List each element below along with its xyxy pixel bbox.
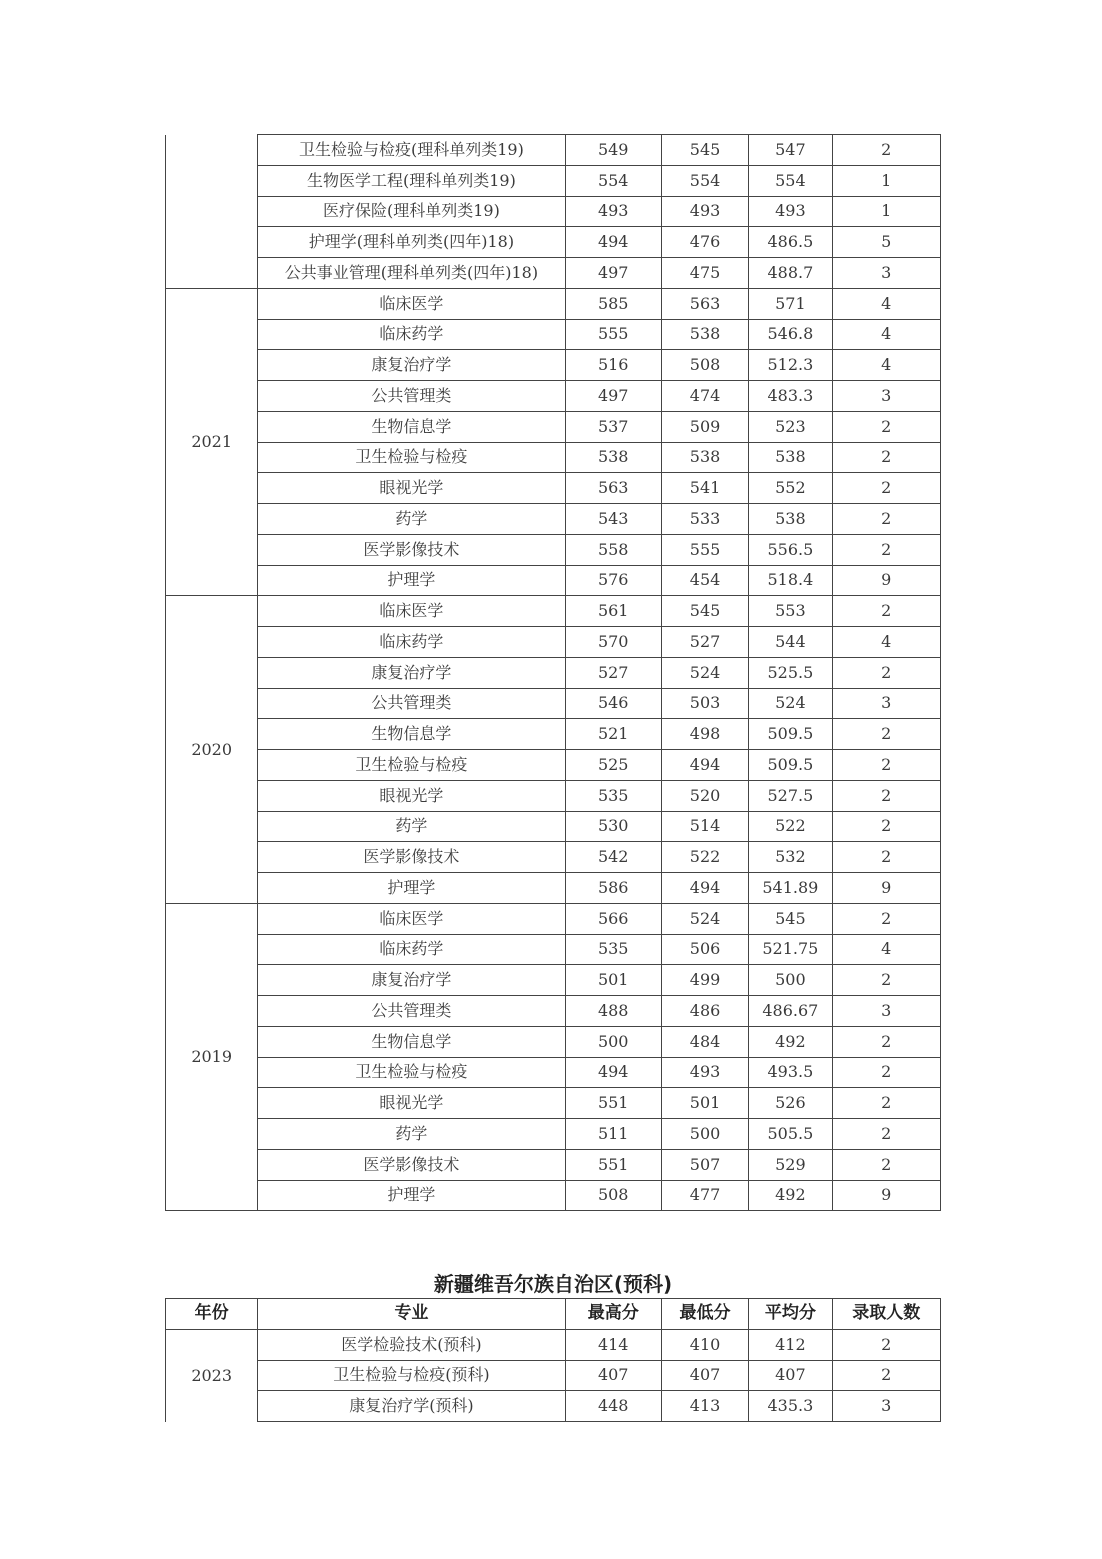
major-cell: 临床医学 xyxy=(258,903,565,934)
min-score-cell: 538 xyxy=(661,442,748,473)
header-avg-score: 平均分 xyxy=(749,1299,832,1330)
table-row xyxy=(166,811,941,842)
max-score-cell: 521 xyxy=(565,719,661,750)
avg-score-cell: 483.3 xyxy=(749,381,832,412)
max-score-cell: 407 xyxy=(565,1360,661,1391)
max-score-cell: 555 xyxy=(565,319,661,350)
min-score-cell: 545 xyxy=(661,135,748,166)
min-score-cell: 493 xyxy=(661,1057,748,1088)
admitted-count-cell: 2 xyxy=(832,657,940,688)
min-score-cell: 476 xyxy=(661,227,748,258)
avg-score-cell: 538 xyxy=(749,504,832,535)
avg-score-cell: 526 xyxy=(749,1088,832,1119)
max-score-cell: 551 xyxy=(565,1088,661,1119)
max-score-cell: 493 xyxy=(565,196,661,227)
major-cell: 医疗保险(理科单列类19) xyxy=(258,196,565,227)
min-score-cell: 522 xyxy=(661,842,748,873)
avg-score-cell: 493 xyxy=(749,196,832,227)
header-max-score: 最高分 xyxy=(565,1299,661,1330)
min-score-cell: 503 xyxy=(661,688,748,719)
table-row xyxy=(166,319,941,350)
admitted-count-cell: 2 xyxy=(832,780,940,811)
admitted-count-cell: 2 xyxy=(832,473,940,504)
admitted-count-cell: 2 xyxy=(832,1026,940,1057)
major-cell: 卫生检验与检疫 xyxy=(258,1057,565,1088)
admitted-count-cell: 2 xyxy=(832,1149,940,1180)
admitted-count-cell: 2 xyxy=(832,1119,940,1150)
admitted-count-cell: 2 xyxy=(832,719,940,750)
max-score-cell: 570 xyxy=(565,627,661,658)
avg-score-cell: 518.4 xyxy=(749,565,832,596)
admitted-count-cell: 4 xyxy=(832,319,940,350)
table-row xyxy=(166,1026,941,1057)
avg-score-cell: 541.89 xyxy=(749,873,832,904)
year-cell xyxy=(166,135,258,289)
major-cell: 临床药学 xyxy=(258,627,565,658)
avg-score-cell: 512.3 xyxy=(749,350,832,381)
avg-score-cell: 571 xyxy=(749,288,832,319)
admitted-count-cell: 4 xyxy=(832,627,940,658)
min-score-cell: 484 xyxy=(661,1026,748,1057)
max-score-cell: 500 xyxy=(565,1026,661,1057)
min-score-cell: 509 xyxy=(661,411,748,442)
table-row xyxy=(166,1119,941,1150)
min-score-cell: 527 xyxy=(661,627,748,658)
max-score-cell: 586 xyxy=(565,873,661,904)
table-row xyxy=(166,934,941,965)
table-row xyxy=(166,442,941,473)
admitted-count-cell: 1 xyxy=(832,165,940,196)
min-score-cell: 494 xyxy=(661,873,748,904)
major-cell: 生物医学工程(理科单列类19) xyxy=(258,165,565,196)
min-score-cell: 499 xyxy=(661,965,748,996)
admitted-count-cell: 9 xyxy=(832,565,940,596)
table-row xyxy=(166,1180,941,1211)
min-score-cell: 498 xyxy=(661,719,748,750)
min-score-cell: 545 xyxy=(661,596,748,627)
major-cell: 临床医学 xyxy=(258,596,565,627)
admitted-count-cell: 2 xyxy=(832,442,940,473)
max-score-cell: 527 xyxy=(565,657,661,688)
table-row xyxy=(166,1329,941,1360)
max-score-cell: 508 xyxy=(565,1180,661,1211)
table-row xyxy=(166,1149,941,1180)
admitted-count-cell: 2 xyxy=(832,1360,940,1391)
min-score-cell: 500 xyxy=(661,1119,748,1150)
avg-score-cell: 493.5 xyxy=(749,1057,832,1088)
max-score-cell: 511 xyxy=(565,1119,661,1150)
admitted-count-cell: 2 xyxy=(832,811,940,842)
avg-score-cell: 553 xyxy=(749,596,832,627)
major-cell: 卫生检验与检疫(理科单列类19) xyxy=(258,135,565,166)
major-cell: 眼视光学 xyxy=(258,473,565,504)
max-score-cell: 554 xyxy=(565,165,661,196)
table-row xyxy=(166,1088,941,1119)
min-score-cell: 554 xyxy=(661,165,748,196)
table-row xyxy=(166,350,941,381)
avg-score-cell: 492 xyxy=(749,1026,832,1057)
max-score-cell: 535 xyxy=(565,934,661,965)
min-score-cell: 508 xyxy=(661,350,748,381)
min-score-cell: 501 xyxy=(661,1088,748,1119)
major-cell: 药学 xyxy=(258,811,565,842)
major-cell: 临床医学 xyxy=(258,288,565,319)
admitted-count-cell: 2 xyxy=(832,1088,940,1119)
admitted-count-cell: 1 xyxy=(832,196,940,227)
max-score-cell: 494 xyxy=(565,1057,661,1088)
table-row xyxy=(166,381,941,412)
avg-score-cell: 407 xyxy=(749,1360,832,1391)
admitted-count-cell: 4 xyxy=(832,288,940,319)
max-score-cell: 558 xyxy=(565,534,661,565)
max-score-cell: 537 xyxy=(565,411,661,442)
admitted-count-cell: 5 xyxy=(832,227,940,258)
admitted-count-cell: 2 xyxy=(832,596,940,627)
table-row xyxy=(166,165,941,196)
max-score-cell: 535 xyxy=(565,780,661,811)
max-score-cell: 488 xyxy=(565,996,661,1027)
min-score-cell: 454 xyxy=(661,565,748,596)
admitted-count-cell: 3 xyxy=(832,996,940,1027)
major-cell: 护理学 xyxy=(258,565,565,596)
major-cell: 眼视光学 xyxy=(258,780,565,811)
table-row xyxy=(166,873,941,904)
major-cell: 临床药学 xyxy=(258,319,565,350)
min-score-cell: 538 xyxy=(661,319,748,350)
table-row xyxy=(166,657,941,688)
major-cell: 护理学(理科单列类(四年)18) xyxy=(258,227,565,258)
major-cell: 护理学 xyxy=(258,1180,565,1211)
major-cell: 生物信息学 xyxy=(258,411,565,442)
avg-score-cell: 523 xyxy=(749,411,832,442)
table-row xyxy=(166,504,941,535)
year-cell: 2019 xyxy=(166,903,258,1211)
major-cell: 医学影像技术 xyxy=(258,534,565,565)
table-row xyxy=(166,780,941,811)
avg-score-cell: 521.75 xyxy=(749,934,832,965)
admitted-count-cell: 2 xyxy=(832,504,940,535)
min-score-cell: 494 xyxy=(661,750,748,781)
table-row xyxy=(166,627,941,658)
max-score-cell: 549 xyxy=(565,135,661,166)
avg-score-cell: 547 xyxy=(749,135,832,166)
max-score-cell: 563 xyxy=(565,473,661,504)
admitted-count-cell: 2 xyxy=(832,750,940,781)
max-score-cell: 525 xyxy=(565,750,661,781)
table-row xyxy=(166,196,941,227)
max-score-cell: 538 xyxy=(565,442,661,473)
avg-score-cell: 522 xyxy=(749,811,832,842)
avg-score-cell: 509.5 xyxy=(749,719,832,750)
table-row xyxy=(166,965,941,996)
max-score-cell: 501 xyxy=(565,965,661,996)
avg-score-cell: 544 xyxy=(749,627,832,658)
table-row xyxy=(166,227,941,258)
major-cell: 公共管理类 xyxy=(258,381,565,412)
table-row xyxy=(166,135,941,166)
min-score-cell: 514 xyxy=(661,811,748,842)
max-score-cell: 494 xyxy=(565,227,661,258)
major-cell: 卫生检验与检疫(预科) xyxy=(258,1360,565,1391)
min-score-cell: 477 xyxy=(661,1180,748,1211)
min-score-cell: 520 xyxy=(661,780,748,811)
min-score-cell: 474 xyxy=(661,381,748,412)
admitted-count-cell: 9 xyxy=(832,873,940,904)
admitted-count-cell: 2 xyxy=(832,1057,940,1088)
min-score-cell: 563 xyxy=(661,288,748,319)
min-score-cell: 475 xyxy=(661,258,748,289)
min-score-cell: 486 xyxy=(661,996,748,1027)
table-row xyxy=(166,534,941,565)
table-row xyxy=(166,1391,941,1422)
avg-score-cell: 556.5 xyxy=(749,534,832,565)
year-cell: 2023 xyxy=(166,1329,258,1421)
admitted-count-cell: 4 xyxy=(832,934,940,965)
min-score-cell: 407 xyxy=(661,1360,748,1391)
header-major: 专业 xyxy=(258,1299,565,1330)
avg-score-cell: 435.3 xyxy=(749,1391,832,1422)
table-row xyxy=(166,258,941,289)
max-score-cell: 546 xyxy=(565,688,661,719)
max-score-cell: 497 xyxy=(565,258,661,289)
avg-score-cell: 524 xyxy=(749,688,832,719)
admitted-count-cell: 2 xyxy=(832,965,940,996)
max-score-cell: 561 xyxy=(565,596,661,627)
major-cell: 医学影像技术 xyxy=(258,842,565,873)
admitted-count-cell: 2 xyxy=(832,135,940,166)
avg-score-cell: 505.5 xyxy=(749,1119,832,1150)
table-row xyxy=(166,1360,941,1391)
major-cell: 康复治疗学 xyxy=(258,965,565,996)
major-cell: 药学 xyxy=(258,504,565,535)
table-row xyxy=(166,842,941,873)
admission-scores-table xyxy=(165,134,941,1211)
max-score-cell: 551 xyxy=(565,1149,661,1180)
min-score-cell: 555 xyxy=(661,534,748,565)
table-row xyxy=(166,596,941,627)
avg-score-cell: 488.7 xyxy=(749,258,832,289)
admitted-count-cell: 4 xyxy=(832,350,940,381)
header-admitted-count: 录取人数 xyxy=(832,1299,940,1330)
avg-score-cell: 552 xyxy=(749,473,832,504)
min-score-cell: 507 xyxy=(661,1149,748,1180)
max-score-cell: 576 xyxy=(565,565,661,596)
min-score-cell: 493 xyxy=(661,196,748,227)
major-cell: 卫生检验与检疫 xyxy=(258,442,565,473)
major-cell: 生物信息学 xyxy=(258,1026,565,1057)
admitted-count-cell: 2 xyxy=(832,1329,940,1360)
section-title-xinjiang-preparatory: 新疆维吾尔族自治区(预科) xyxy=(433,1272,673,1296)
min-score-cell: 533 xyxy=(661,504,748,535)
max-score-cell: 448 xyxy=(565,1391,661,1422)
table-row xyxy=(166,719,941,750)
avg-score-cell: 554 xyxy=(749,165,832,196)
table-row xyxy=(166,750,941,781)
table-row xyxy=(166,1057,941,1088)
table-row xyxy=(166,411,941,442)
admitted-count-cell: 3 xyxy=(832,1391,940,1422)
avg-score-cell: 486.5 xyxy=(749,227,832,258)
avg-score-cell: 500 xyxy=(749,965,832,996)
major-cell: 药学 xyxy=(258,1119,565,1150)
max-score-cell: 566 xyxy=(565,903,661,934)
admitted-count-cell: 2 xyxy=(832,842,940,873)
major-cell: 康复治疗学(预科) xyxy=(258,1391,565,1422)
avg-score-cell: 538 xyxy=(749,442,832,473)
avg-score-cell: 412 xyxy=(749,1329,832,1360)
table-row xyxy=(166,565,941,596)
major-cell: 公共管理类 xyxy=(258,996,565,1027)
preparatory-scores-table xyxy=(165,1298,941,1422)
avg-score-cell: 529 xyxy=(749,1149,832,1180)
max-score-cell: 516 xyxy=(565,350,661,381)
admitted-count-cell: 3 xyxy=(832,381,940,412)
admitted-count-cell: 3 xyxy=(832,258,940,289)
max-score-cell: 497 xyxy=(565,381,661,412)
year-cell: 2021 xyxy=(166,288,258,596)
max-score-cell: 414 xyxy=(565,1329,661,1360)
min-score-cell: 524 xyxy=(661,657,748,688)
max-score-cell: 542 xyxy=(565,842,661,873)
avg-score-cell: 527.5 xyxy=(749,780,832,811)
min-score-cell: 506 xyxy=(661,934,748,965)
max-score-cell: 543 xyxy=(565,504,661,535)
table-header-row xyxy=(166,1299,941,1330)
min-score-cell: 541 xyxy=(661,473,748,504)
major-cell: 公共事业管理(理科单列类(四年)18) xyxy=(258,258,565,289)
major-cell: 康复治疗学 xyxy=(258,350,565,381)
avg-score-cell: 525.5 xyxy=(749,657,832,688)
major-cell: 医学影像技术 xyxy=(258,1149,565,1180)
year-cell: 2020 xyxy=(166,596,258,904)
admitted-count-cell: 9 xyxy=(832,1180,940,1211)
major-cell: 医学检验技术(预科) xyxy=(258,1329,565,1360)
avg-score-cell: 492 xyxy=(749,1180,832,1211)
table-row xyxy=(166,288,941,319)
admitted-count-cell: 3 xyxy=(832,688,940,719)
table-row xyxy=(166,996,941,1027)
admitted-count-cell: 2 xyxy=(832,903,940,934)
avg-score-cell: 546.8 xyxy=(749,319,832,350)
min-score-cell: 410 xyxy=(661,1329,748,1360)
avg-score-cell: 486.67 xyxy=(749,996,832,1027)
header-year: 年份 xyxy=(166,1299,258,1330)
table-row xyxy=(166,473,941,504)
major-cell: 护理学 xyxy=(258,873,565,904)
major-cell: 公共管理类 xyxy=(258,688,565,719)
min-score-cell: 413 xyxy=(661,1391,748,1422)
avg-score-cell: 545 xyxy=(749,903,832,934)
major-cell: 康复治疗学 xyxy=(258,657,565,688)
max-score-cell: 530 xyxy=(565,811,661,842)
max-score-cell: 585 xyxy=(565,288,661,319)
admitted-count-cell: 2 xyxy=(832,534,940,565)
admitted-count-cell: 2 xyxy=(832,411,940,442)
major-cell: 卫生检验与检疫 xyxy=(258,750,565,781)
table-row xyxy=(166,688,941,719)
min-score-cell: 524 xyxy=(661,903,748,934)
major-cell: 临床药学 xyxy=(258,934,565,965)
major-cell: 生物信息学 xyxy=(258,719,565,750)
table-row xyxy=(166,903,941,934)
header-min-score: 最低分 xyxy=(661,1299,748,1330)
major-cell: 眼视光学 xyxy=(258,1088,565,1119)
avg-score-cell: 509.5 xyxy=(749,750,832,781)
avg-score-cell: 532 xyxy=(749,842,832,873)
